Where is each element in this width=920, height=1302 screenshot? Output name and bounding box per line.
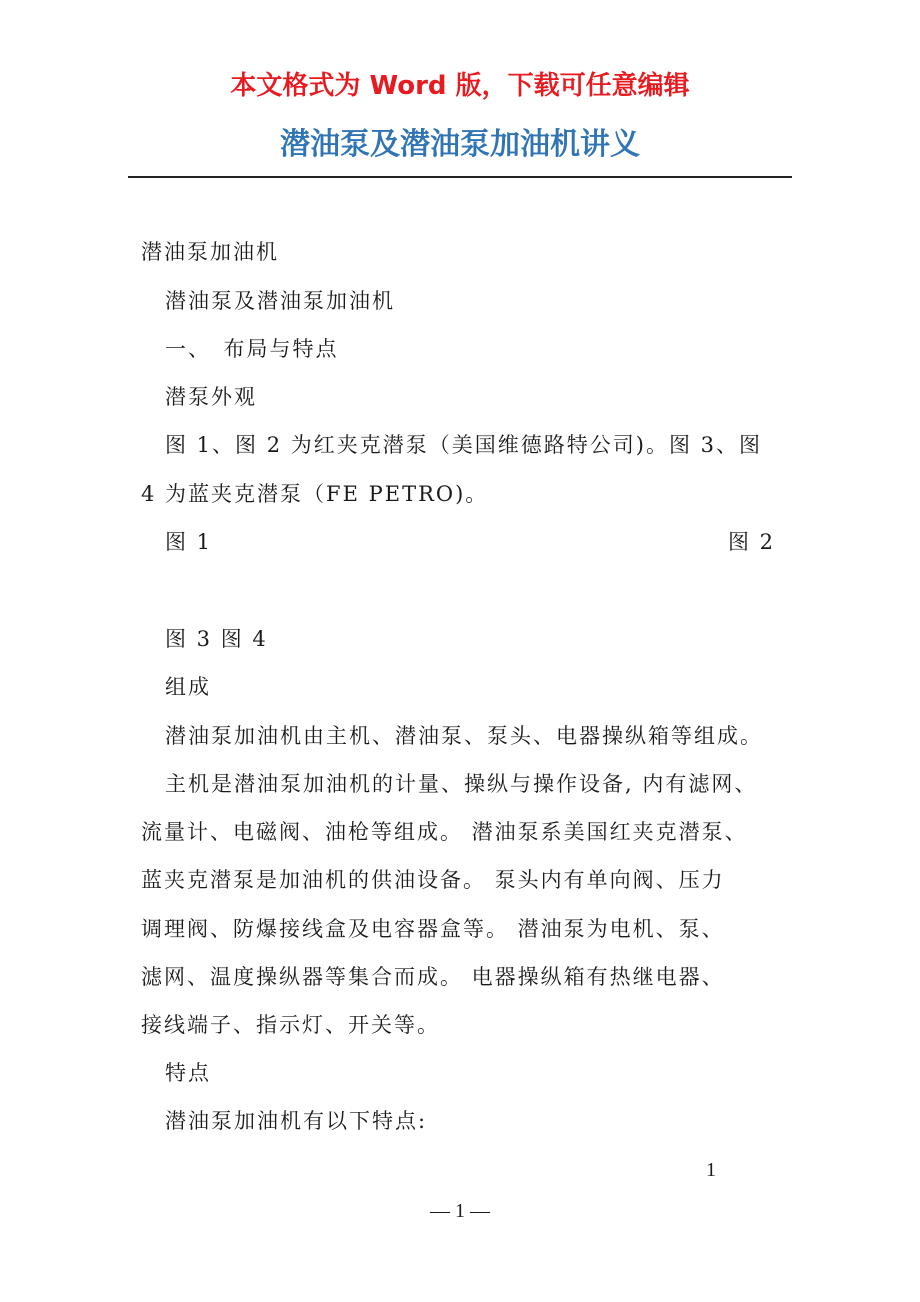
paragraph-line: 图 1、图 2 为红夹克潜泵（美国维德路特公司)。图 3、图 xyxy=(165,433,762,457)
figure-caption-1: 图 1 xyxy=(165,530,213,554)
page-number: 1 xyxy=(706,1159,716,1181)
page-footer: — 1 — xyxy=(430,1200,490,1222)
subheading: 潜泵外观 xyxy=(165,385,257,409)
document-title: 潜油泵及潜油泵加油机讲义 xyxy=(280,127,640,162)
section-heading: 潜油泵加油机 xyxy=(141,240,279,264)
section-heading: 一、 布局与特点 xyxy=(165,337,339,361)
figure-caption-3-4: 图 3 图 4 xyxy=(165,627,268,651)
figure-caption-2: 图 2 xyxy=(728,530,776,554)
paragraph-line: 潜油泵加油机有以下特点: xyxy=(165,1109,428,1133)
subheading: 组成 xyxy=(165,675,211,699)
paragraph-line: 接线端子、指示灯、开关等。 xyxy=(141,1013,440,1037)
format-notice-banner: 本文格式为 Word 版，下载可任意编辑 xyxy=(230,71,690,101)
subheading: 特点 xyxy=(165,1061,211,1085)
paragraph-line: 流量计、电磁阀、油枪等组成。 潜油泵系美国红夹克潜泵、 xyxy=(141,820,748,844)
paragraph-line: 蓝夹克潜泵是加油机的供油设备。 泵头内有单向阀、压力 xyxy=(141,868,725,892)
paragraph: 潜油泵及潜油泵加油机 xyxy=(165,289,395,313)
paragraph-line: 主机是潜油泵加油机的计量、操纵与操作设备, 内有滤网、 xyxy=(165,772,758,796)
paragraph-line: 调理阀、防爆接线盒及电容器盒等。 潜油泵为电机、泵、 xyxy=(141,917,725,941)
paragraph-line: 4 为蓝夹克潜泵（FE PETRO)。 xyxy=(141,482,489,506)
title-divider xyxy=(128,176,792,178)
paragraph-line: 潜油泵加油机由主机、潜油泵、泵头、电器操纵箱等组成。 xyxy=(165,724,763,748)
paragraph-line: 滤网、温度操纵器等集合而成。 电器操纵箱有热继电器、 xyxy=(141,965,725,989)
